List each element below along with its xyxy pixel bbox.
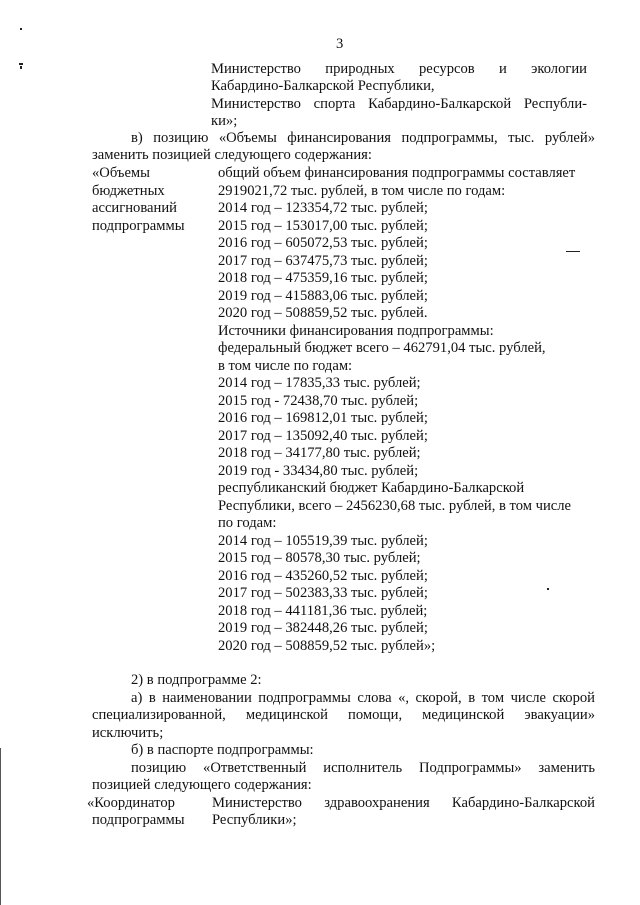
scan-speck [547, 588, 549, 590]
republic-year-line: 2020 год – 508859,52 тыс. рублей»; [218, 638, 436, 654]
position-line-1: позицию «Ответственный исполнитель Подпрограммы» заменить [131, 760, 595, 776]
page-number: 3 [336, 36, 344, 52]
scan-speck [20, 28, 22, 30]
republic-line-3: по годам: [218, 515, 277, 531]
federal-year-line: 2017 год – 135092,40 тыс. рублей; [218, 428, 428, 444]
total-year-line: 2016 год – 605072,53 тыс. рублей; [218, 235, 428, 251]
item-2-heading: 2) в подпрограмме 2: [131, 672, 262, 688]
total-year-line: 2019 год – 415883,06 тыс. рублей; [218, 288, 428, 304]
item-2a-line-1: а) в наименовании подпрограммы слова «, скорой, в том числе скорой [131, 690, 595, 706]
federal-line-2: в том числе по годам: [218, 358, 353, 374]
intro-line-1: Министерство природных ресурсов и экологии [211, 61, 587, 77]
total-year-line: 2017 год – 637475,73 тыс. рублей; [218, 253, 428, 269]
budget-label-4: подпрограммы [92, 218, 185, 234]
coordinator-label-2: подпрограммы [92, 812, 185, 828]
republic-year-line: 2014 год – 105519,39 тыс. рублей; [218, 533, 428, 549]
coordinator-value-1: Министерство здравоохранения Кабардино-Балкарской [212, 795, 595, 811]
scan-speck [19, 63, 23, 65]
coordinator-label-1: «Координатор [87, 795, 175, 811]
federal-line-1: федеральный бюджет всего – 462791,04 тыс. рублей, [218, 340, 546, 356]
budget-label-2: бюджетных [92, 183, 165, 199]
federal-year-line: 2015 год - 72438,70 тыс. рублей; [218, 393, 419, 409]
budget-label-3: ассигнований [92, 200, 177, 216]
item-2b-heading: б) в паспорте подпрограммы: [131, 742, 314, 758]
republic-year-line: 2017 год – 502383,33 тыс. рублей; [218, 585, 428, 601]
republic-year-line: 2019 год – 382448,26 тыс. рублей; [218, 620, 428, 636]
item-2a-line-3: исключить; [92, 725, 164, 741]
intro-line-4: ки»; [211, 113, 238, 129]
coordinator-value-2: Республики»; [212, 812, 297, 828]
total-line-2: 2919021,72 тыс. рублей, в том числе по годам: [218, 183, 506, 199]
federal-year-line: 2019 год - 33434,80 тыс. рублей; [218, 463, 419, 479]
republic-line-2: Республики, всего – 2456230,68 тыс. рублей, в том числе [218, 498, 572, 514]
federal-year-line: 2016 год – 169812,01 тыс. рублей; [218, 410, 428, 426]
republic-year-line: 2015 год – 80578,30 тыс. рублей; [218, 550, 421, 566]
position-line-2: позицией следующего содержания: [92, 777, 312, 793]
total-year-line: 2018 год – 475359,16 тыс. рублей; [218, 270, 428, 286]
item-2a-line-2: специализированной, медицинской помощи, медицинской эвакуации» [92, 707, 595, 723]
total-year-line: 2015 год – 153017,00 тыс. рублей; [218, 218, 428, 234]
intro-line-2: Кабардино-Балкарской Республики, [211, 78, 435, 94]
republic-line-1: республиканский бюджет Кабардино-Балкарской [218, 480, 525, 496]
republic-year-line: 2018 год – 441181,36 тыс. рублей; [218, 603, 428, 619]
total-line-1: общий объем финансирования подпрограммы составляет [218, 165, 576, 181]
item-v-line-2: заменить позицией следующего содержания: [92, 147, 372, 163]
sources-heading: Источники финансирования подпрограммы: [218, 323, 494, 339]
item-v-line-1: в) позицию «Объемы финансирования подпрограммы, тыс. рублей» [131, 130, 595, 146]
federal-year-line: 2018 год – 34177,80 тыс. рублей; [218, 445, 421, 461]
scan-speck [566, 251, 580, 252]
intro-line-3: Министерство спорта Кабардино-Балкарской Республи- [211, 96, 587, 112]
total-year-line: 2020 год – 508859,52 тыс. рублей. [218, 305, 428, 321]
total-year-line: 2014 год – 123354,72 тыс. рублей; [218, 200, 428, 216]
republic-year-line: 2016 год – 435260,52 тыс. рублей; [218, 568, 428, 584]
scan-speck [20, 66, 22, 69]
federal-year-line: 2014 год – 17835,33 тыс. рублей; [218, 375, 421, 391]
scan-edge [0, 748, 1, 905]
budget-label-1: «Объемы [92, 165, 150, 181]
